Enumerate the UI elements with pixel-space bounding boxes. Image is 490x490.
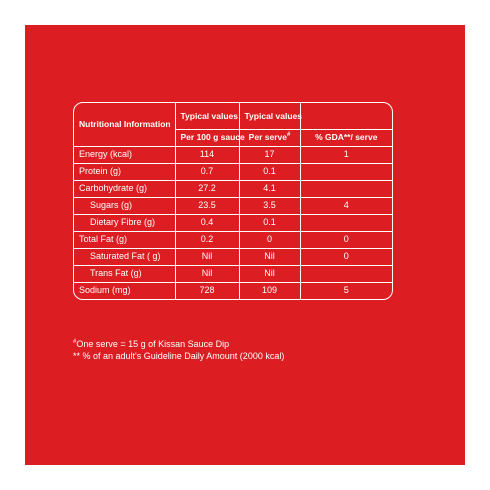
row-per100: 0.2 bbox=[175, 231, 239, 248]
header-row-top bbox=[74, 103, 392, 129]
footnote-gda: ** % of an adult's Guideline Daily Amount (2000 kcal) bbox=[73, 351, 285, 361]
header-typical-values-100g: Typical values bbox=[175, 103, 239, 129]
row-per-serve: 4.1 bbox=[239, 180, 300, 197]
row-per-serve: Nil bbox=[239, 265, 300, 282]
header-per-serve-mark: # bbox=[286, 132, 291, 139]
row-per-serve: 109 bbox=[239, 282, 300, 299]
row-gda: 5 bbox=[300, 282, 392, 299]
header-nutritional-information: Nutritional Information bbox=[74, 103, 175, 146]
nutrition-table bbox=[73, 102, 393, 300]
row-gda: 0 bbox=[300, 231, 392, 248]
header-per-serve-label: Per serve bbox=[248, 132, 287, 143]
header-per-100g-sauce: Per 100 g sauce bbox=[175, 129, 239, 146]
header-typical-values-serve: Typical values bbox=[239, 103, 300, 129]
row-per-serve: 0.1 bbox=[239, 163, 300, 180]
row-gda bbox=[300, 163, 392, 180]
row-per-serve: 17 bbox=[239, 146, 300, 163]
row-per-serve: Nil bbox=[239, 248, 300, 265]
footnotes bbox=[73, 338, 403, 362]
table-row bbox=[74, 180, 392, 197]
header-gda-per-serve: % GDA**/ serve bbox=[300, 129, 392, 146]
row-per100: Nil bbox=[175, 265, 239, 282]
table-row bbox=[74, 214, 392, 231]
table-row bbox=[74, 197, 392, 214]
row-label: Sugars (g) bbox=[74, 197, 175, 214]
row-label: Total Fat (g) bbox=[74, 231, 175, 248]
row-per-serve: 0 bbox=[239, 231, 300, 248]
footnote-serve-mark: # bbox=[73, 339, 77, 345]
table-row bbox=[74, 146, 392, 163]
table-row bbox=[74, 163, 392, 180]
table-row bbox=[74, 231, 392, 248]
row-per100: 114 bbox=[175, 146, 239, 163]
footnote-serve-text: One serve = 15 g of Kissan Sauce Dip bbox=[76, 339, 230, 349]
table-row bbox=[74, 248, 392, 265]
table-row bbox=[74, 265, 392, 282]
row-gda bbox=[300, 180, 392, 197]
footnote-serve bbox=[73, 338, 403, 350]
row-gda: 0 bbox=[300, 248, 392, 265]
row-label: Saturated Fat ( g) bbox=[74, 248, 175, 265]
row-label: Trans Fat (g) bbox=[74, 265, 175, 282]
row-label: Energy (kcal) bbox=[74, 146, 175, 163]
row-per100: 27.2 bbox=[175, 180, 239, 197]
row-label: Carbohydrate (g) bbox=[74, 180, 175, 197]
row-gda bbox=[300, 265, 392, 282]
row-label: Sodium (mg) bbox=[74, 282, 175, 299]
row-per-serve: 3.5 bbox=[239, 197, 300, 214]
row-gda bbox=[300, 214, 392, 231]
table-row bbox=[74, 282, 392, 299]
row-per-serve: 0.1 bbox=[239, 214, 300, 231]
row-label: Dietary Fibre (g) bbox=[74, 214, 175, 231]
row-gda: 1 bbox=[300, 146, 392, 163]
row-per100: 0.4 bbox=[175, 214, 239, 231]
row-label: Protein (g) bbox=[74, 163, 175, 180]
header-empty bbox=[300, 103, 392, 129]
row-per100: 728 bbox=[175, 282, 239, 299]
row-gda: 4 bbox=[300, 197, 392, 214]
row-per100: Nil bbox=[175, 248, 239, 265]
row-per100: 0.7 bbox=[175, 163, 239, 180]
header-per-serve bbox=[239, 129, 300, 146]
row-per100: 23.5 bbox=[175, 197, 239, 214]
